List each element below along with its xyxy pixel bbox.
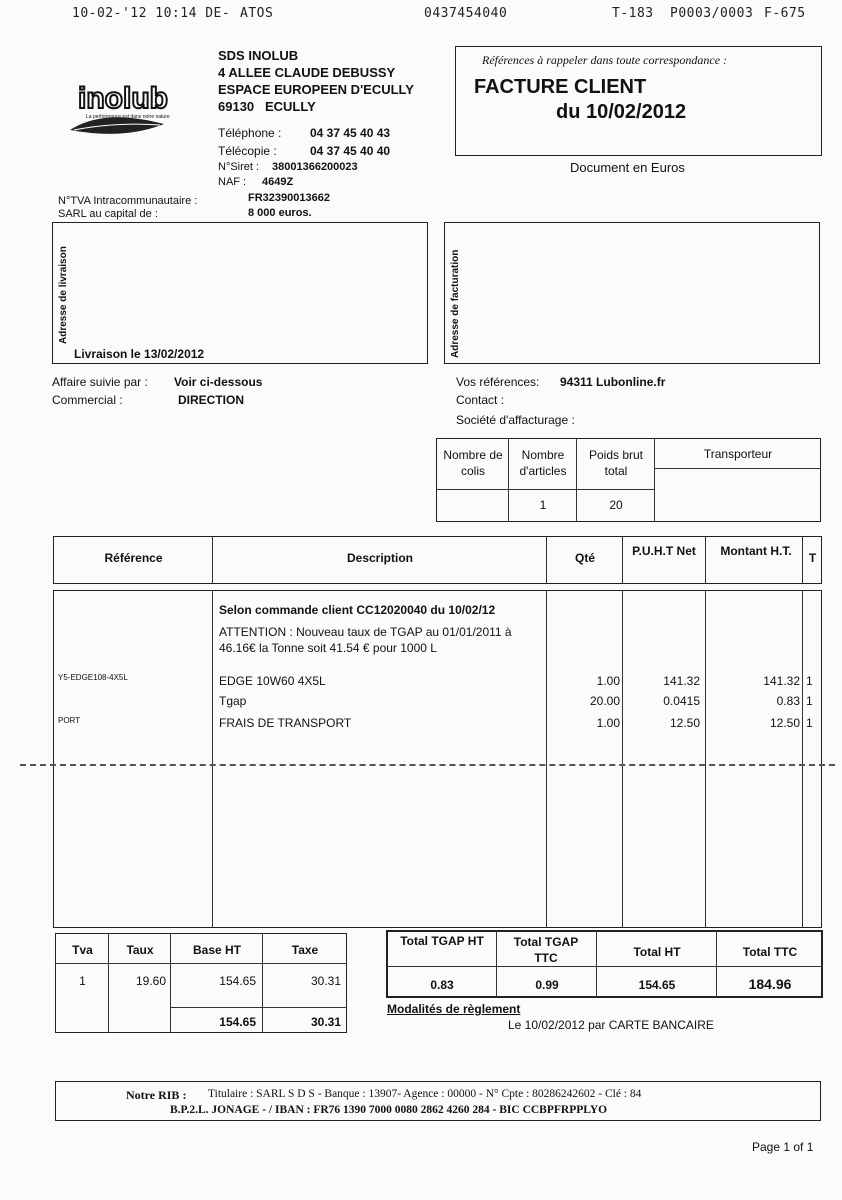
- row-1-quantity: 1.00: [596, 674, 620, 688]
- payment-value: Le 10/02/2012 par CARTE BANCAIRE: [508, 1018, 714, 1032]
- header-reference: Référence: [104, 551, 163, 565]
- vat-header-tva: Tva: [72, 943, 93, 957]
- header-t: T: [808, 551, 817, 565]
- fax-header-number: 0437454040: [424, 6, 508, 21]
- rib-line-1: Titulaire : SARL S D S - Banque : 13907- Agence : 00000 - N° Cpte : 80286242602 - Clé : 84: [208, 1088, 642, 1100]
- payment-label: Modalités de règlement: [387, 1002, 521, 1016]
- row-2-t: 1: [806, 694, 813, 708]
- row-3-t: 1: [806, 716, 813, 730]
- fax-header-date: 10-02-'12 10:14 DE-: [72, 6, 231, 21]
- logo-tagline: La performance est dans notre nature: [86, 114, 170, 120]
- total-ht-value: 154.65: [638, 978, 676, 992]
- billing-address-box: [444, 222, 820, 364]
- delivery-address-box: [52, 222, 428, 364]
- row-3-quantity: 1.00: [596, 716, 620, 730]
- fax-header-code: T-183: [612, 6, 654, 21]
- vat-header-taux: Taux: [126, 943, 154, 957]
- invoice-date: du 10/02/2012: [556, 101, 687, 123]
- vat-header-taxe: Taxe: [291, 943, 319, 957]
- header-puht: P.U.H.T Net: [632, 544, 696, 558]
- header-quantite: Qté: [574, 551, 595, 565]
- vat-tax: 30.31: [310, 974, 341, 988]
- row-1-description: EDGE 10W60 4X5L: [219, 674, 326, 688]
- commercial-label: Commercial :: [52, 393, 123, 407]
- naf-label: NAF :: [218, 176, 247, 188]
- total-tgap-ht-value: 0.83: [430, 978, 454, 992]
- row-3-unit-price: 12.50: [669, 716, 700, 730]
- row-1-unit-price: 141.32: [663, 674, 700, 688]
- total-ttc-header: Total TTC: [742, 945, 798, 959]
- company-address-1: 4 ALLEE CLAUDE DEBUSSY: [218, 65, 396, 80]
- phone-value: 04 37 45 40 43: [310, 126, 391, 140]
- vat-code: 1: [79, 974, 86, 988]
- currency-note: Document en Euros: [570, 160, 685, 175]
- company-name: SDS INOLUB: [218, 48, 299, 63]
- vat-header-base: Base HT: [192, 943, 242, 957]
- commercial-value: DIRECTION: [178, 393, 244, 407]
- order-reference-line: Selon commande client CC12020040 du 10/02/12: [219, 603, 496, 617]
- invoice-reference-note: Références à rappeler dans toute correspondance :: [482, 53, 728, 67]
- total-tgap-ttc-header: Total TGAP TTC: [513, 935, 579, 965]
- vat-rate: 19.60: [135, 974, 166, 988]
- row-3-description: FRAIS DE TRANSPORT: [219, 716, 352, 730]
- row-2-description: Tgap: [219, 694, 247, 708]
- fax-header-sender: ATOS: [240, 6, 274, 21]
- invoice-title: FACTURE CLIENT: [474, 76, 647, 98]
- total-tgap-ttc-value: 0.99: [535, 978, 559, 992]
- row-2-amount: 0.83: [776, 694, 800, 708]
- vos-references-label: Vos références:: [456, 375, 540, 389]
- company-address-2: ESPACE EUROPEEN D'ECULLY: [218, 82, 414, 97]
- row-1-amount: 141.32: [763, 674, 800, 688]
- tva-label: N°TVA Intracommunautaire :: [58, 195, 198, 207]
- total-ttc-value: 184.96: [748, 976, 792, 992]
- header-poids-brut: Poids brut total: [588, 448, 644, 478]
- header-description: Description: [346, 551, 413, 565]
- delivery-address-label: Adresse de livraison: [58, 246, 69, 344]
- fax-label: Télécopie :: [218, 144, 277, 158]
- header-nombre-articles: Nombre d'articles: [519, 448, 567, 478]
- siret-value: 38001366200023: [272, 161, 358, 173]
- header-transporteur: Transporteur: [703, 447, 773, 461]
- header-nombre-colis: Nombre de colis: [443, 448, 503, 478]
- row-1-reference: Y5-EDGE108-4X5L: [58, 673, 128, 682]
- phone-label: Téléphone :: [218, 126, 282, 140]
- vat-total-base: 154.65: [219, 1015, 256, 1029]
- total-tgap-ht-header: Total TGAP HT: [400, 934, 484, 948]
- affaire-value: Voir ci-dessous: [174, 375, 263, 389]
- scan-artifact-line: [20, 764, 835, 766]
- tva-value: FR32390013662: [248, 192, 330, 204]
- siret-label: N°Siret :: [218, 161, 260, 173]
- company-logo: [64, 78, 194, 158]
- delivery-date: Livraison le 13/02/2012: [74, 347, 205, 361]
- row-2-unit-price: 0.0415: [663, 694, 700, 708]
- affacturage-label: Société d'affacturage :: [456, 413, 575, 427]
- contact-label: Contact :: [456, 393, 505, 407]
- rib-line-2: B.P.2.L. JONAGE - / IBAN : FR76 1390 7000 0080 2862 4260 284 - BIC CCBPFRPPLYO: [170, 1104, 608, 1116]
- vos-references-value: 94311 Lubonline.fr: [560, 375, 666, 389]
- nombre-articles-value: 1: [539, 498, 547, 512]
- rib-label: Notre RIB :: [126, 1088, 187, 1102]
- naf-value: 4649Z: [262, 176, 294, 188]
- capital-label: SARL au capital de :: [58, 208, 158, 220]
- company-city: 69130 ECULLY: [218, 99, 316, 114]
- row-3-reference: PORT: [58, 716, 81, 725]
- fax-header-f: F-675: [764, 6, 806, 21]
- poids-brut-value: 20: [609, 498, 623, 512]
- tgap-notice: ATTENTION : Nouveau taux de TGAP au 01/01/2011 à 46.16€ la Tonne soit 41.54 € pour 1000 L: [219, 625, 512, 655]
- affaire-label: Affaire suivie par :: [52, 375, 148, 389]
- row-3-amount: 12.50: [769, 716, 800, 730]
- svg-text:inolub: inolub: [78, 82, 168, 115]
- row-1-t: 1: [806, 674, 813, 688]
- vat-base: 154.65: [219, 974, 256, 988]
- total-ht-header: Total HT: [633, 945, 681, 959]
- row-2-quantity: 20.00: [589, 694, 620, 708]
- page-number: Page 1 of 1: [752, 1140, 814, 1154]
- billing-address-label: Adresse de facturation: [450, 249, 461, 358]
- capital-value: 8 000 euros.: [248, 207, 312, 219]
- header-montant: Montant H.T.: [720, 544, 792, 558]
- fax-header-pages: P0003/0003: [670, 6, 754, 21]
- fax-value: 04 37 45 40 40: [310, 144, 391, 158]
- vat-total-tax: 30.31: [310, 1015, 341, 1029]
